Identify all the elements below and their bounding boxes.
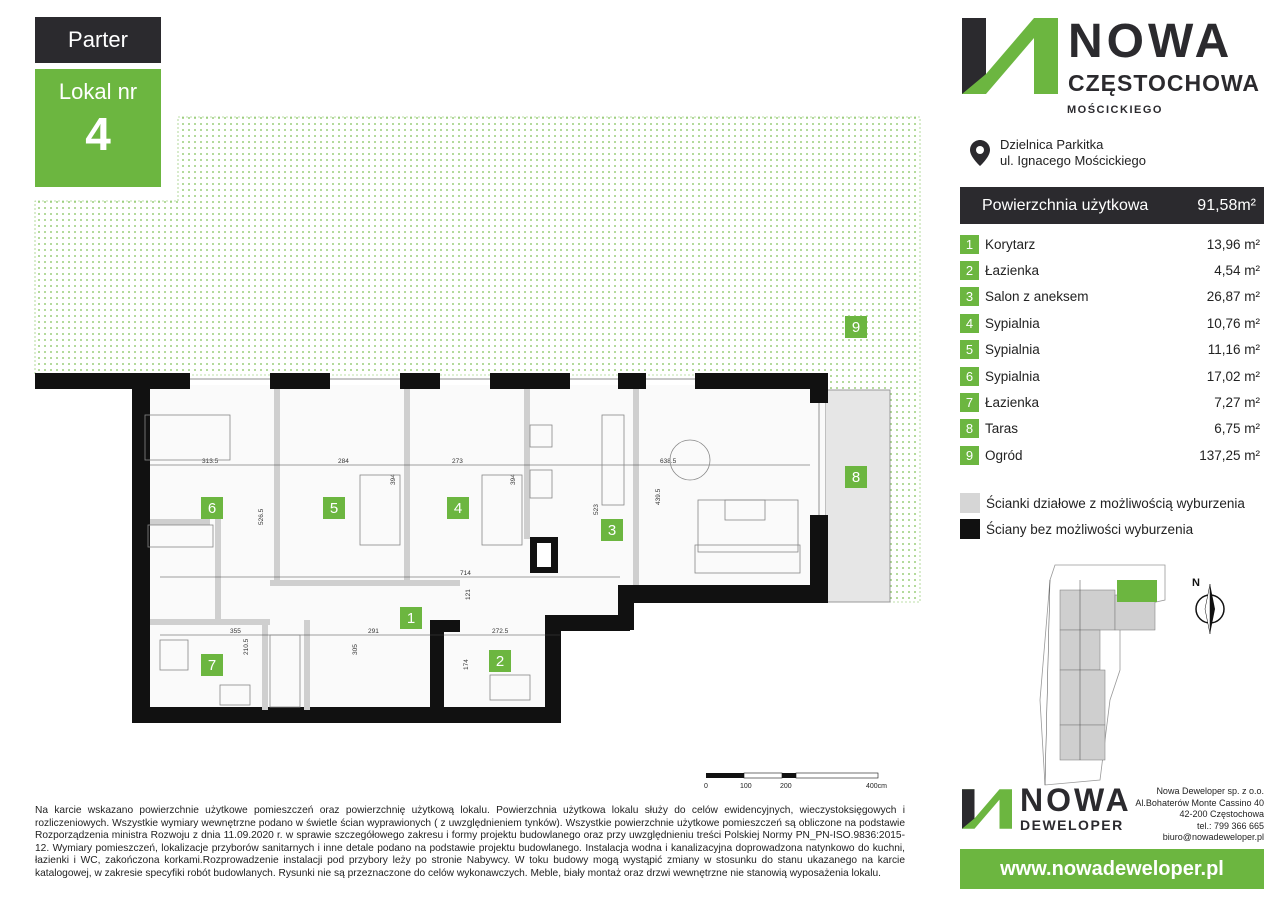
- dim-10: 714: [460, 570, 471, 577]
- plan-room-4: 4: [447, 497, 469, 519]
- room-name: Taras: [985, 421, 1019, 437]
- room-name: Sypialnia: [985, 315, 1040, 331]
- usable-area-header: [960, 187, 1264, 224]
- room-area: 137,25 m²: [1199, 447, 1260, 463]
- usable-area-label: Powierzchnia użytkowa: [982, 196, 1149, 214]
- scale-bar: [700, 770, 890, 794]
- dim-6: 394: [390, 474, 397, 485]
- floor-badge: [35, 17, 161, 63]
- room-name: Sypialnia: [985, 342, 1040, 358]
- room-area: 6,75 m²: [1214, 421, 1260, 437]
- room-number: 8: [960, 419, 979, 438]
- company-email[interactable]: biuro@nowadeweloper.pl: [1162, 832, 1264, 842]
- plan-room-5: 5: [323, 497, 345, 519]
- site-minimap: [1020, 560, 1170, 790]
- list-item: [960, 231, 1260, 257]
- address: [1000, 137, 1146, 169]
- dim-8: 523: [593, 504, 600, 515]
- room-number: 7: [960, 393, 979, 412]
- list-item: [960, 363, 1260, 389]
- list-item: [960, 257, 1260, 283]
- legend: [960, 490, 1245, 542]
- compass-label: N: [1192, 577, 1200, 589]
- dim-5: 526.5: [258, 508, 265, 525]
- room-number: 1: [960, 235, 979, 254]
- dim-17: 210.5: [243, 638, 250, 655]
- dim-9: 439.5: [655, 488, 662, 505]
- room-number: 3: [960, 287, 979, 306]
- website-link[interactable]: www.nowadeweloper.pl: [960, 849, 1264, 889]
- company-tel: tel.: 799 366 665: [1196, 820, 1264, 831]
- company-name: Nowa Deweloper sp. z o.o.: [1156, 786, 1264, 796]
- developer-sub: DEWELOPER: [1020, 817, 1124, 833]
- brand-city: CZĘSTOCHOWA: [1068, 70, 1261, 96]
- list-item: [960, 284, 1260, 310]
- plan-room-3: 3: [601, 519, 623, 541]
- plan-room-9: 9: [845, 316, 867, 338]
- floor-label: Parter: [68, 27, 128, 52]
- interior-floor: [150, 385, 825, 713]
- developer-name: NOWA: [1020, 782, 1132, 818]
- floor-plan: [30, 115, 930, 735]
- list-item: [960, 310, 1260, 336]
- room-number: 2: [960, 261, 979, 280]
- plan-room-1: 1: [400, 607, 422, 629]
- list-item: [960, 389, 1260, 415]
- plan-room-2: 2: [489, 650, 511, 672]
- list-item: [960, 416, 1260, 442]
- dim-15: 305: [352, 644, 359, 655]
- room-name: Sypialnia: [985, 368, 1040, 384]
- unit-label: Lokal nr: [58, 79, 138, 104]
- room-name: Łazienka: [985, 263, 1040, 279]
- unit-number: 4: [85, 108, 111, 160]
- room-number: 9: [960, 446, 979, 465]
- map-pin-icon: [970, 140, 990, 166]
- room-name: Ogród: [985, 447, 1023, 463]
- brand-name: NOWA: [1068, 15, 1234, 68]
- dim-13: 291: [368, 628, 379, 635]
- address-line-2: ul. Ignacego Mościckiego: [1000, 153, 1146, 168]
- developer-logo-icon: [962, 788, 1012, 830]
- brand-street: MOŚCICKIEGO: [1067, 104, 1163, 116]
- dim-11: 121: [465, 589, 472, 600]
- room-area: 26,87 m²: [1206, 289, 1260, 305]
- legend-item-fixed: [960, 516, 1245, 542]
- plan-room-8: 8: [845, 466, 867, 488]
- company-city: 42-200 Częstochowa: [1179, 809, 1264, 819]
- scale-tick-3: 400cm: [866, 783, 888, 790]
- room-name: Salon z aneksem: [985, 289, 1089, 305]
- brand-logo-icon: [962, 18, 1058, 94]
- dim-4: 638.5: [660, 458, 677, 465]
- rooms-list: [960, 231, 1260, 469]
- usable-area-value: 91,58m²: [1197, 196, 1256, 214]
- list-item: [960, 442, 1260, 468]
- room-name: Łazienka: [985, 395, 1040, 411]
- room-area: 7,27 m²: [1214, 395, 1260, 411]
- room-area: 17,02 m²: [1206, 368, 1260, 384]
- legend-fixed-label: Ściany bez możliwości wyburzenia: [986, 521, 1194, 537]
- legend-item-removable: [960, 490, 1245, 516]
- room-area: 4,54 m²: [1214, 263, 1260, 279]
- plan-room-7: 7: [201, 654, 223, 676]
- room-area: 10,76 m²: [1206, 315, 1260, 331]
- dim-14: 272.5: [492, 628, 509, 635]
- company-street: Al.Bohaterów Monte Cassino 40: [1135, 797, 1264, 808]
- plan-room-6: 6: [201, 497, 223, 519]
- scale-tick-1: 100: [740, 783, 752, 790]
- dim-12: 355: [230, 628, 241, 635]
- legend-removable-label: Ścianki działowe z możliwością wyburzenia: [986, 495, 1245, 511]
- room-number: 5: [960, 340, 979, 359]
- room-area: 11,16 m²: [1207, 342, 1260, 358]
- address-line-1: Dzielnica Parkitka: [1000, 137, 1104, 152]
- dim-16: 174: [463, 659, 470, 670]
- compass-icon: [1188, 574, 1228, 634]
- scale-tick-2: 200: [780, 783, 792, 790]
- room-area: 13,96 m²: [1206, 236, 1260, 252]
- dim-2: 284: [338, 458, 349, 465]
- room-name: Korytarz: [985, 236, 1036, 252]
- room-number: 6: [960, 367, 979, 386]
- removable-swatch: [960, 493, 980, 513]
- dim-7: 394: [510, 474, 517, 485]
- dim-3: 273: [452, 458, 463, 465]
- room-number: 4: [960, 314, 979, 333]
- scale-tick-0: 0: [704, 783, 708, 790]
- company-info: [1110, 786, 1264, 844]
- list-item: [960, 337, 1260, 363]
- legal-notes: Na karcie wskazano powierzchnie użytkowe pomieszczeń oraz powierzchnię użytkową lokalu. Powierzchnia użytkowa lokalu służy do celów ewidencyjnych, wieczystoksięgowych i rozliczeniowych. Wszystkie wymiary wewnętrzne podano w świetle ścian wyprawionych ( z uwzględnieniem tynków). Wszystkie powierzchnie użytkowe pomieszczeń są obliczone na podstawie Rozporządzenia ministra Rozwoju z dnia 11.09.2020 r. w sprawie szczegółowego zakresu i formy projektu budowlanego oraz przy uwzględnieniu treści Polskiej Normy PN_PN-ISO.9836:2015-12. Wymiary pomieszczeń, lokalizacje przyborów sanitarnych i inne detale podano na podstawie projektu budowlanego. Instalacja wodna i kanalizacyjna doprowadzona natynkowo do kuchni, łazienki i WC, zakończona korkami.Rozprowadzenie instalacji pod przybory leży po stronie Nabywcy. W toku budowy mogą wystąpić zmiany w stosunku do stanu ukazanego na karcie katalogowej, w zakresie specyfiki robót budowlanych. Rysunki nie są przeznaczone do celów wykonawczych. Meble, biały montaż oraz drzwi wewnętrzne nie stanowią wyposażenia lokalu.: [35, 805, 905, 879]
- fixed-swatch: [960, 519, 980, 539]
- dim-1: 313.5: [202, 458, 219, 465]
- terrace-area: [825, 390, 890, 602]
